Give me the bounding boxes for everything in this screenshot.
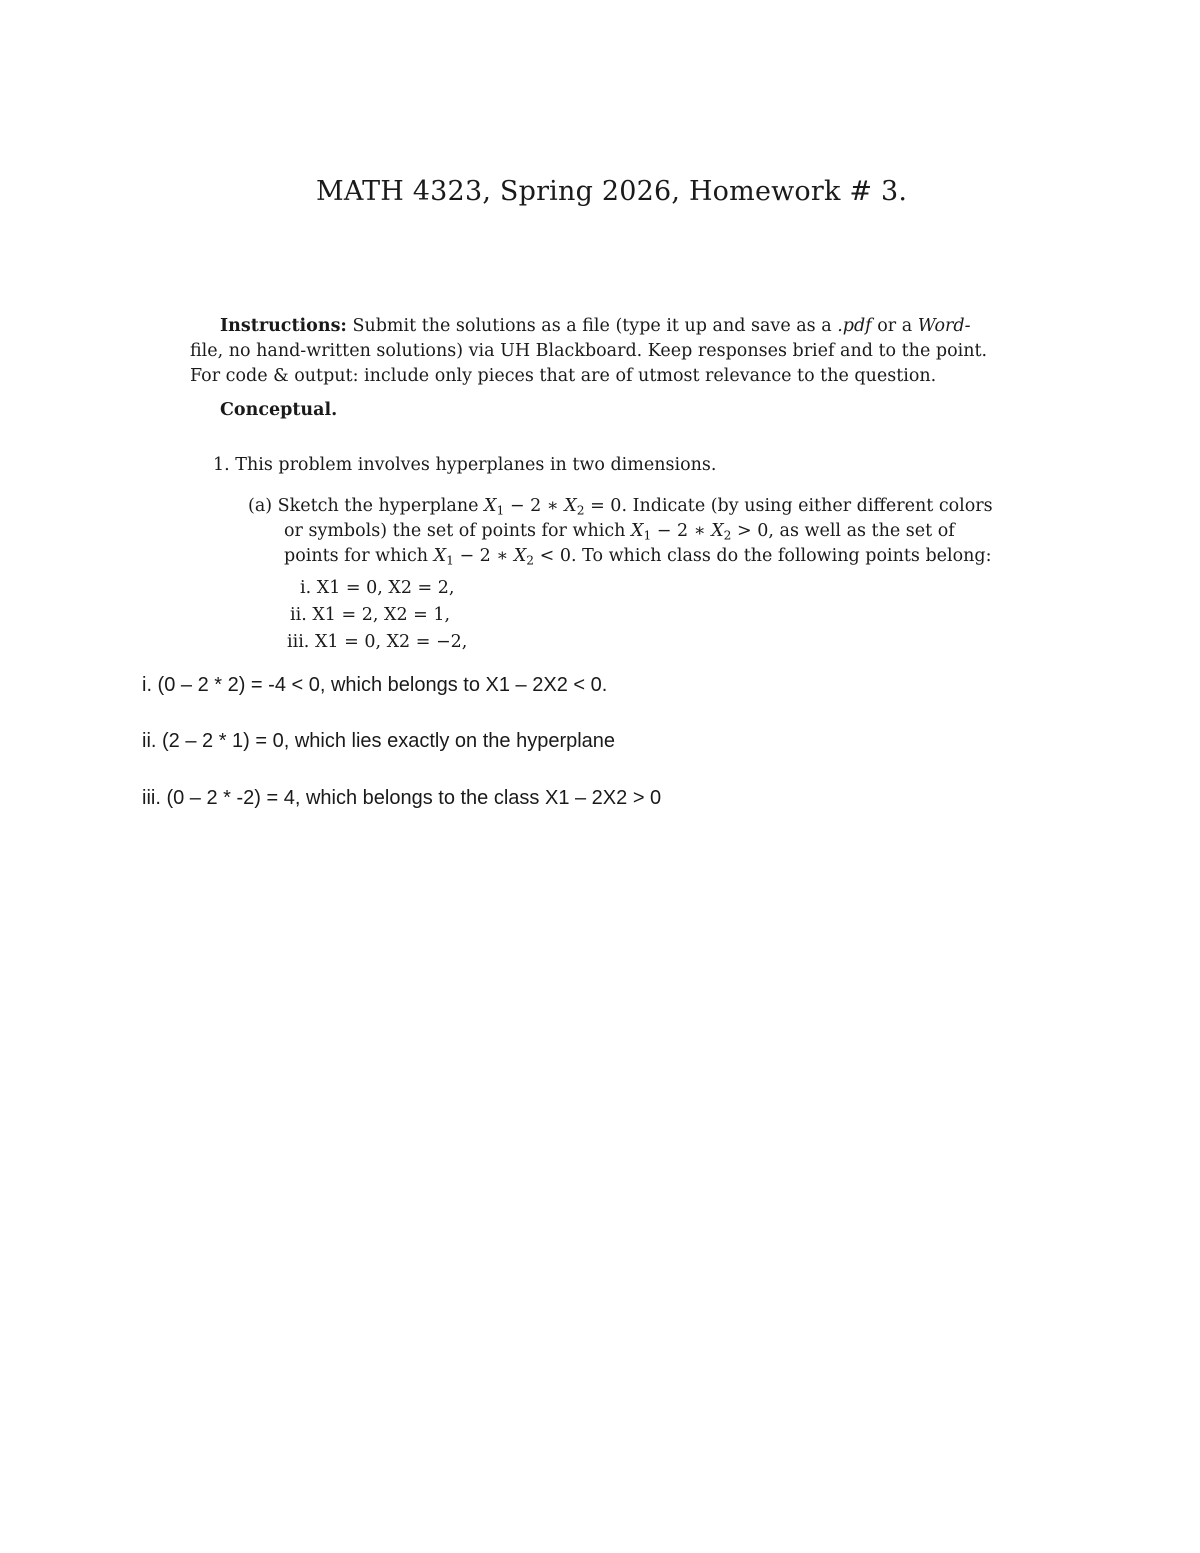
part-a-text: . To which class do the following points belong: bbox=[571, 546, 992, 566]
part-a-line-2 bbox=[284, 521, 955, 541]
subpart-label: i. bbox=[300, 578, 312, 598]
equation-greater: $X_1 - 2$ ∗ $X_2 > 0$ bbox=[630, 521, 769, 543]
answer-i: i. (0 – 2 * 2) = -4 < 0, which belongs to X1 – 2X2 < 0. bbox=[142, 674, 608, 696]
subpart-ii bbox=[290, 605, 450, 625]
subpart-iii bbox=[287, 632, 467, 652]
answer-iii: iii. (0 – 2 * -2) = 4, which belongs to the class X1 – 2X2 > 0 bbox=[142, 787, 662, 809]
instructions-text-1b: or a bbox=[871, 316, 918, 336]
subpart-values: X1 = 2, X2 = 1, bbox=[312, 605, 451, 625]
section-heading: Conceptual. bbox=[220, 400, 338, 420]
subpart-values: X1 = 0, X2 = −2, bbox=[314, 632, 468, 652]
instructions-label: Instructions: bbox=[220, 316, 347, 336]
subpart-i bbox=[300, 578, 454, 598]
equation-hyperplane: $X_1 - 2$ ∗ $X_2 = 0$ bbox=[484, 496, 622, 518]
instructions-pdf: .pdf bbox=[837, 316, 872, 336]
problem-text: This problem involves hyperplanes in two dimensions. bbox=[235, 455, 717, 475]
equation-less: $X_1 - 2$ ∗ $X_2 < 0$ bbox=[433, 546, 572, 568]
answer-ii: ii. (2 – 2 * 1) = 0, which lies exactly on the hyperplane bbox=[142, 730, 616, 752]
subpart-values: X1 = 0, X2 = 2, bbox=[316, 578, 455, 598]
instructions-line-1 bbox=[220, 316, 971, 336]
problem-1 bbox=[213, 455, 716, 475]
part-a-text: points for which bbox=[284, 546, 434, 566]
instructions-word: Word- bbox=[917, 316, 971, 336]
part-a-text: Sketch the hyperplane bbox=[277, 496, 485, 516]
subpart-label: ii. bbox=[290, 605, 307, 625]
problem-number: 1. bbox=[213, 455, 230, 475]
instructions-line-3: For code & output: include only pieces that are of utmost relevance to the question. bbox=[190, 366, 937, 386]
part-a-label: (a) bbox=[248, 496, 273, 516]
part-a-line-1 bbox=[248, 496, 993, 516]
document-title: MATH 4323, Spring 2026, Homework # 3. bbox=[316, 176, 908, 207]
part-a-text: , as well as the set of bbox=[768, 521, 955, 541]
instructions-line-2: file, no hand-written solutions) via UH Blackboard. Keep responses brief and to the point. bbox=[190, 341, 988, 361]
part-a-text: . Indicate (by using either different colors bbox=[621, 496, 993, 516]
subpart-label: iii. bbox=[287, 632, 310, 652]
instructions-text-1a: Submit the solutions as a file (type it up and save as a bbox=[346, 316, 838, 336]
part-a-line-3 bbox=[284, 546, 992, 566]
part-a-text: or symbols) the set of points for which bbox=[284, 521, 631, 541]
